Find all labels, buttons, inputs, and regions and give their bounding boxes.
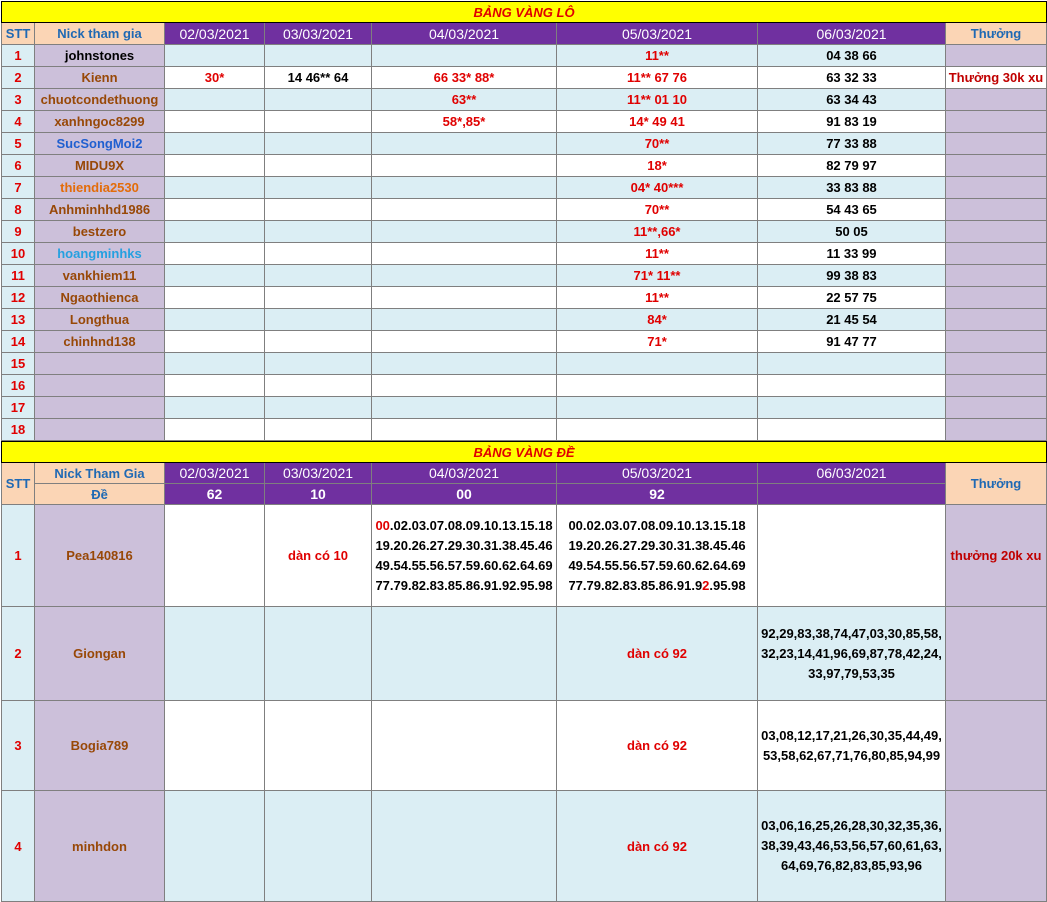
lo-table-row <box>2 309 1047 331</box>
lo-date1-cell <box>165 353 265 375</box>
lo-date2-cell <box>265 89 372 111</box>
de-nick-cell: Giongan <box>35 607 165 701</box>
de-stt-cell: 4 <box>2 791 35 902</box>
lo-table-row <box>2 221 1047 243</box>
de-result-5 <box>758 484 946 505</box>
lo-nick-cell: Longthua <box>35 309 165 331</box>
lo-header-date-5: 06/03/2021 <box>758 23 946 45</box>
lo-table-row <box>2 397 1047 419</box>
lo-date2-cell <box>265 199 372 221</box>
lo-date4-cell: 11** <box>557 45 758 67</box>
lo-date5-cell: 63 32 33 <box>758 67 946 89</box>
lo-date5-cell: 54 43 65 <box>758 199 946 221</box>
lo-date1-cell <box>165 309 265 331</box>
lo-date3-cell <box>372 331 557 353</box>
lo-nick-cell: chinhnd138 <box>35 331 165 353</box>
lo-date4-cell: 11** <box>557 243 758 265</box>
lo-date4-cell: 84* <box>557 309 758 331</box>
lo-date5-cell: 04 38 66 <box>758 45 946 67</box>
lo-table-row <box>2 67 1047 89</box>
lo-date2-cell <box>265 45 372 67</box>
de-date2-cell: dàn có 10 <box>265 505 372 607</box>
lo-stt-cell: 5 <box>2 133 35 155</box>
lo-nick-cell <box>35 353 165 375</box>
lo-date4-cell: 11**,66* <box>557 221 758 243</box>
lo-date4-cell: 18* <box>557 155 758 177</box>
de-date2-cell <box>265 701 372 791</box>
de-table <box>1 441 1047 902</box>
lo-table-row <box>2 45 1047 67</box>
lo-header-date-2: 03/03/2021 <box>265 23 372 45</box>
de-date3-cell <box>372 791 557 902</box>
lo-table-row <box>2 111 1047 133</box>
de-number-list: .95.98 <box>709 577 746 593</box>
lo-date4-cell: 04* 40*** <box>557 177 758 199</box>
de-date3-cell <box>372 505 557 607</box>
lo-date1-cell <box>165 177 265 199</box>
lo-reward-cell <box>946 221 1047 243</box>
lo-date3-cell <box>372 287 557 309</box>
lo-stt-cell: 13 <box>2 309 35 331</box>
lo-date5-cell: 11 33 99 <box>758 243 946 265</box>
lo-table-row <box>2 287 1047 309</box>
lo-reward-cell <box>946 199 1047 221</box>
lo-reward-cell <box>946 353 1047 375</box>
lo-table-row <box>2 177 1047 199</box>
de-header-nick: Nick Tham Gia <box>35 463 165 484</box>
lo-reward-cell <box>946 419 1047 441</box>
lo-date4-cell: 71* <box>557 331 758 353</box>
de-number-list: 00.02.03.07.08.09.10.13.15.18 19.20.26.27.29.30.31.38.45.46 49.54.55.56.57.59.60.62.64.69 77.79.82.83.85.86.91.9 <box>568 517 746 593</box>
de-title: BẢNG VÀNG ĐỀ <box>2 442 1047 463</box>
lo-date2-cell <box>265 375 372 397</box>
lo-date1-cell <box>165 265 265 287</box>
lo-date5-cell: 63 34 43 <box>758 89 946 111</box>
lo-date1-cell <box>165 419 265 441</box>
lo-reward-cell <box>946 177 1047 199</box>
lo-reward-cell <box>946 331 1047 353</box>
lo-nick-cell: SucSongMoi2 <box>35 133 165 155</box>
lo-date1-cell <box>165 45 265 67</box>
lo-date2-cell <box>265 265 372 287</box>
lo-reward-cell <box>946 309 1047 331</box>
lo-date2-cell <box>265 309 372 331</box>
lo-reward-cell <box>946 375 1047 397</box>
lo-date3-cell <box>372 353 557 375</box>
lo-date1-cell <box>165 133 265 155</box>
lo-date1-cell: 30* <box>165 67 265 89</box>
lo-date4-cell: 11** <box>557 287 758 309</box>
lo-date5-cell: 22 57 75 <box>758 287 946 309</box>
lo-table-row <box>2 243 1047 265</box>
lo-date4-cell: 11** 01 10 <box>557 89 758 111</box>
lo-date3-cell <box>372 177 557 199</box>
lo-date1-cell <box>165 287 265 309</box>
de-date1-cell <box>165 701 265 791</box>
lo-header-date-4: 05/03/2021 <box>557 23 758 45</box>
lo-reward-cell <box>946 155 1047 177</box>
lo-date5-cell: 99 38 83 <box>758 265 946 287</box>
de-header-reward: Thưởng <box>946 463 1047 505</box>
lo-date3-cell <box>372 199 557 221</box>
lo-date1-cell <box>165 243 265 265</box>
lo-date5-cell: 82 79 97 <box>758 155 946 177</box>
lo-header-nick: Nick tham gia <box>35 23 165 45</box>
lo-date4-cell: 70** <box>557 199 758 221</box>
lo-date2-cell <box>265 155 372 177</box>
lo-date5-cell: 77 33 88 <box>758 133 946 155</box>
lo-reward-cell <box>946 243 1047 265</box>
lo-reward-cell <box>946 89 1047 111</box>
de-stt-cell: 1 <box>2 505 35 607</box>
lo-table <box>1 1 1047 441</box>
lo-nick-cell <box>35 375 165 397</box>
lo-nick-cell: Anhminhhd1986 <box>35 199 165 221</box>
lo-date2-cell <box>265 221 372 243</box>
lo-nick-cell <box>35 397 165 419</box>
de-result-3: 00 <box>372 484 557 505</box>
lo-date2-cell <box>265 397 372 419</box>
de-reward-cell: thưởng 20k xu <box>946 505 1047 607</box>
lo-date3-cell: 66 33* 88* <box>372 67 557 89</box>
lo-nick-cell <box>35 419 165 441</box>
lo-stt-cell: 15 <box>2 353 35 375</box>
lo-table-row <box>2 89 1047 111</box>
lo-date3-cell: 63** <box>372 89 557 111</box>
lo-reward-cell <box>946 265 1047 287</box>
lo-date3-cell <box>372 397 557 419</box>
lo-stt-cell: 12 <box>2 287 35 309</box>
lo-date4-cell: 71* 11** <box>557 265 758 287</box>
lo-stt-cell: 11 <box>2 265 35 287</box>
lo-nick-cell: Ngaothienca <box>35 287 165 309</box>
de-number-list: .02.03.07.08.09.10.13.15.18 19.20.26.27.29.30.31.38.45.46 49.54.55.56.57.59.60.62.64.69 77.79.82.83.85.86.91.92.95.98 <box>375 517 553 593</box>
lo-date4-cell <box>557 419 758 441</box>
lo-date5-cell: 50 05 <box>758 221 946 243</box>
lo-stt-cell: 6 <box>2 155 35 177</box>
lo-stt-cell: 14 <box>2 331 35 353</box>
lo-date2-cell <box>265 331 372 353</box>
de-nick-cell: minhdon <box>35 791 165 902</box>
lo-nick-cell: Kienn <box>35 67 165 89</box>
lo-table-row <box>2 331 1047 353</box>
de-header-de: Đề <box>35 484 165 505</box>
de-date4-cell: dàn có 92 <box>557 607 758 701</box>
lo-date5-cell: 33 83 88 <box>758 177 946 199</box>
lo-date2-cell <box>265 133 372 155</box>
lo-title: BẢNG VÀNG LÔ <box>2 2 1047 23</box>
de-result-1: 62 <box>165 484 265 505</box>
lo-date5-cell: 21 45 54 <box>758 309 946 331</box>
de-date5-cell: 03,06,16,25,26,28,30,32,35,36, 38,39,43,46,53,56,57,60,61,63, 64,69,76,82,83,85,93,96 <box>758 791 946 902</box>
lo-date2-cell <box>265 177 372 199</box>
lo-reward-cell <box>946 45 1047 67</box>
lo-date1-cell <box>165 397 265 419</box>
lo-date2-cell: 14 46** 64 <box>265 67 372 89</box>
lo-date5-cell <box>758 419 946 441</box>
de-nick-cell: Bogia789 <box>35 701 165 791</box>
de-result-2: 10 <box>265 484 372 505</box>
lo-date4-cell <box>557 353 758 375</box>
de-hit-number: 00 <box>375 517 390 533</box>
lo-date2-cell <box>265 353 372 375</box>
lo-table-row <box>2 353 1047 375</box>
de-hit-number: 2 <box>702 577 710 593</box>
lo-date1-cell <box>165 89 265 111</box>
lo-reward-cell <box>946 133 1047 155</box>
lo-stt-cell: 2 <box>2 67 35 89</box>
de-date4-cell <box>557 505 758 607</box>
de-date1-cell <box>165 607 265 701</box>
lo-date3-cell <box>372 243 557 265</box>
lo-date5-cell <box>758 397 946 419</box>
lo-date4-cell: 11** 67 76 <box>557 67 758 89</box>
lo-header-date-3: 04/03/2021 <box>372 23 557 45</box>
de-reward-cell <box>946 701 1047 791</box>
lo-reward-cell <box>946 397 1047 419</box>
lo-date3-cell <box>372 375 557 397</box>
de-header-date-5: 06/03/2021 <box>758 463 946 484</box>
lo-date4-cell <box>557 397 758 419</box>
lo-date3-cell <box>372 265 557 287</box>
lo-header-stt: STT <box>2 23 35 45</box>
lo-nick-cell: bestzero <box>35 221 165 243</box>
de-date2-cell <box>265 791 372 902</box>
lo-date2-cell <box>265 243 372 265</box>
lo-stt-cell: 10 <box>2 243 35 265</box>
lo-nick-cell: vankhiem11 <box>35 265 165 287</box>
de-table-row <box>2 607 1047 701</box>
lo-stt-cell: 4 <box>2 111 35 133</box>
lo-nick-cell: xanhngoc8299 <box>35 111 165 133</box>
lo-date3-cell <box>372 419 557 441</box>
de-date5-cell: 92,29,83,38,74,47,03,30,85,58, 32,23,14,41,96,69,87,78,42,24, 33,97,79,53,35 <box>758 607 946 701</box>
lo-date2-cell <box>265 287 372 309</box>
lo-date1-cell <box>165 331 265 353</box>
de-result-4: 92 <box>557 484 758 505</box>
lo-date3-cell <box>372 221 557 243</box>
lo-nick-cell: chuotcondethuong <box>35 89 165 111</box>
lo-date1-cell <box>165 111 265 133</box>
lo-date5-cell <box>758 375 946 397</box>
lo-stt-cell: 9 <box>2 221 35 243</box>
lo-header-reward: Thưởng <box>946 23 1047 45</box>
lo-date5-cell: 91 47 77 <box>758 331 946 353</box>
lo-stt-cell: 18 <box>2 419 35 441</box>
de-header-date-1: 02/03/2021 <box>165 463 265 484</box>
lo-reward-cell <box>946 287 1047 309</box>
lo-stt-cell: 7 <box>2 177 35 199</box>
lo-table-row <box>2 133 1047 155</box>
de-date5-cell: 03,08,12,17,21,26,30,35,44,49, 53,58,62,67,71,76,80,85,94,99 <box>758 701 946 791</box>
de-reward-cell <box>946 607 1047 701</box>
lo-date1-cell <box>165 199 265 221</box>
lo-nick-cell: thiendia2530 <box>35 177 165 199</box>
de-date5-cell <box>758 505 946 607</box>
lo-date1-cell <box>165 375 265 397</box>
lo-table-row <box>2 375 1047 397</box>
lo-table-row <box>2 155 1047 177</box>
lo-date3-cell: 58*,85* <box>372 111 557 133</box>
lo-date3-cell <box>372 309 557 331</box>
lo-stt-cell: 17 <box>2 397 35 419</box>
de-nick-cell: Pea140816 <box>35 505 165 607</box>
de-stt-cell: 2 <box>2 607 35 701</box>
de-header-date-2: 03/03/2021 <box>265 463 372 484</box>
de-reward-cell <box>946 791 1047 902</box>
lo-reward-cell: Thưởng 30k xu <box>946 67 1047 89</box>
de-table-row <box>2 505 1047 607</box>
de-table-row <box>2 701 1047 791</box>
lo-reward-cell <box>946 111 1047 133</box>
de-header-stt: STT <box>2 463 35 505</box>
de-date4-cell: dàn có 92 <box>557 701 758 791</box>
de-stt-cell: 3 <box>2 701 35 791</box>
de-date1-cell <box>165 505 265 607</box>
lo-nick-cell: MIDU9X <box>35 155 165 177</box>
lo-header-date-1: 02/03/2021 <box>165 23 265 45</box>
lo-date3-cell <box>372 133 557 155</box>
lo-date4-cell <box>557 375 758 397</box>
lo-stt-cell: 3 <box>2 89 35 111</box>
lo-date3-cell <box>372 155 557 177</box>
lo-date2-cell <box>265 111 372 133</box>
lo-table-row <box>2 199 1047 221</box>
lo-date2-cell <box>265 419 372 441</box>
de-header-date-4: 05/03/2021 <box>557 463 758 484</box>
lo-date5-cell: 91 83 19 <box>758 111 946 133</box>
lo-nick-cell: hoangminhks <box>35 243 165 265</box>
lo-table-row <box>2 265 1047 287</box>
de-date3-cell <box>372 701 557 791</box>
de-date1-cell <box>165 791 265 902</box>
lo-date3-cell <box>372 45 557 67</box>
lo-date4-cell: 14* 49 41 <box>557 111 758 133</box>
de-header-date-3: 04/03/2021 <box>372 463 557 484</box>
lo-date1-cell <box>165 155 265 177</box>
lo-date1-cell <box>165 221 265 243</box>
lo-nick-cell: johnstones <box>35 45 165 67</box>
lo-date4-cell: 70** <box>557 133 758 155</box>
lo-stt-cell: 16 <box>2 375 35 397</box>
de-table-row <box>2 791 1047 902</box>
lo-table-row <box>2 419 1047 441</box>
lo-date5-cell <box>758 353 946 375</box>
de-date2-cell <box>265 607 372 701</box>
de-date4-cell: dàn có 92 <box>557 791 758 902</box>
de-date3-cell <box>372 607 557 701</box>
lo-stt-cell: 1 <box>2 45 35 67</box>
lo-stt-cell: 8 <box>2 199 35 221</box>
